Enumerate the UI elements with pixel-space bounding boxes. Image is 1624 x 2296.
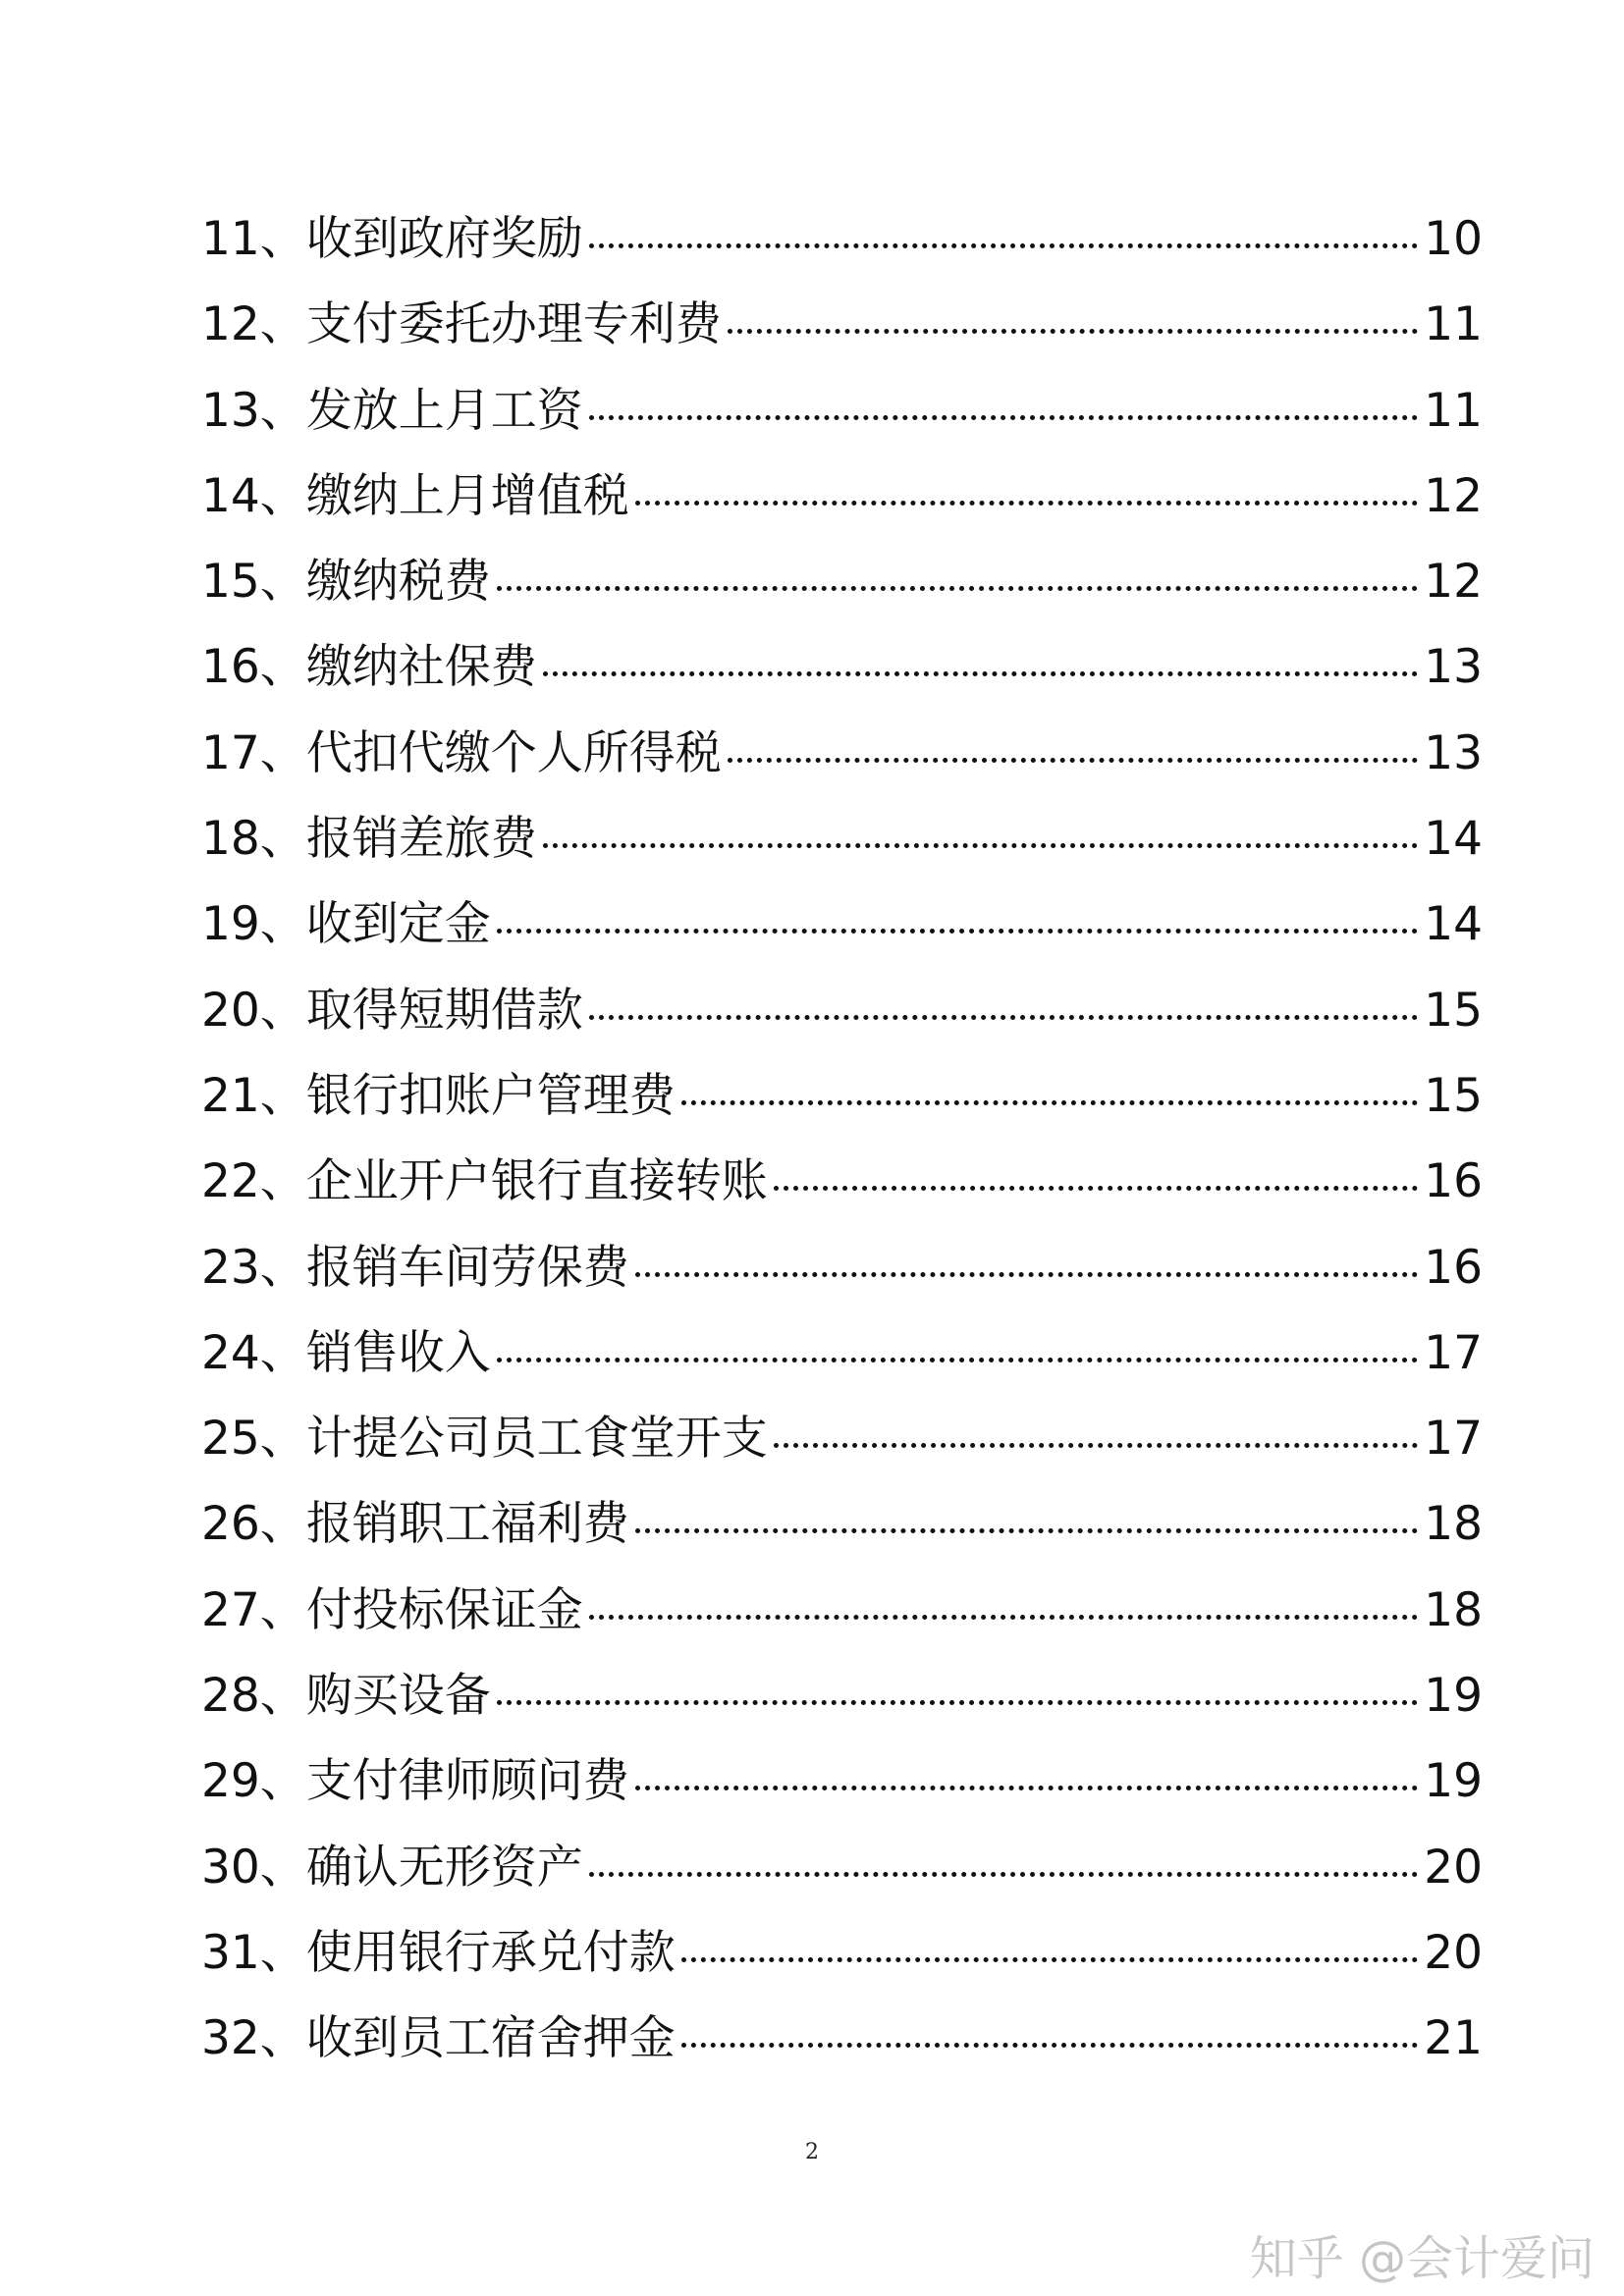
toc-entry-title: 购买设备 <box>305 1669 491 1724</box>
toc-entry-number: 15、 <box>201 555 306 610</box>
toc-entry-title: 缴纳税费 <box>305 555 491 610</box>
toc-entry-page: 15 <box>1424 983 1483 1038</box>
toc-entry-title: 支付委托办理专利费 <box>305 297 722 352</box>
toc-entry-page: 15 <box>1424 1068 1483 1123</box>
toc-entry-number: 32、 <box>201 2011 306 2066</box>
toc-entry[interactable] <box>201 1310 1483 1396</box>
toc-entry-number: 26、 <box>201 1497 306 1552</box>
toc-dot-leader <box>774 1186 1418 1191</box>
table-of-contents <box>201 196 1483 2082</box>
toc-dot-leader <box>681 1957 1418 1962</box>
toc-entry[interactable] <box>201 624 1483 710</box>
toc-dot-leader <box>589 415 1418 420</box>
toc-entry-title: 销售收入 <box>305 1325 491 1380</box>
toc-entry[interactable] <box>201 711 1483 796</box>
toc-entry-number: 24、 <box>201 1325 306 1380</box>
toc-dot-leader <box>589 1615 1418 1620</box>
toc-dot-leader <box>681 1100 1418 1105</box>
page-number: 2 <box>805 2140 819 2164</box>
toc-entry-page: 18 <box>1424 1582 1483 1637</box>
toc-entry-title: 收到政府奖励 <box>305 212 583 266</box>
toc-entry-number: 17、 <box>201 725 306 780</box>
toc-entry[interactable] <box>201 1825 1483 1910</box>
toc-entry-number: 16、 <box>201 640 306 695</box>
toc-entry-title: 缴纳社保费 <box>305 640 537 695</box>
toc-dot-leader <box>728 329 1418 334</box>
toc-entry-page: 20 <box>1424 1925 1483 1980</box>
toc-entry-number: 21、 <box>201 1068 306 1123</box>
toc-entry-page: 18 <box>1424 1497 1483 1552</box>
toc-entry[interactable] <box>201 282 1483 367</box>
toc-entry-page: 16 <box>1424 1154 1483 1209</box>
toc-entry[interactable] <box>201 1910 1483 1996</box>
toc-entry[interactable] <box>201 368 1483 454</box>
toc-dot-leader <box>497 1358 1418 1362</box>
toc-entry[interactable] <box>201 1653 1483 1738</box>
toc-entry-page: 10 <box>1424 212 1483 266</box>
toc-entry-title: 收到员工宿舍押金 <box>305 2011 676 2066</box>
toc-entry-title: 报销车间劳保费 <box>305 1240 629 1295</box>
toc-dot-leader <box>497 929 1418 934</box>
toc-dot-leader <box>589 1872 1418 1877</box>
toc-entry-page: 20 <box>1424 1840 1483 1895</box>
toc-dot-leader <box>635 501 1418 506</box>
toc-entry-page: 17 <box>1424 1412 1483 1467</box>
toc-entry-number: 22、 <box>201 1154 306 1209</box>
toc-entry[interactable] <box>201 1738 1483 1824</box>
toc-entry-number: 31、 <box>201 1925 306 1980</box>
toc-entry-page: 12 <box>1424 468 1483 523</box>
toc-entry-number: 29、 <box>201 1754 306 1809</box>
toc-dot-leader <box>681 2043 1418 2048</box>
toc-entry-title: 取得短期借款 <box>305 983 583 1038</box>
toc-entry-page: 16 <box>1424 1240 1483 1295</box>
toc-entry-number: 23、 <box>201 1240 306 1295</box>
toc-entry[interactable] <box>201 1481 1483 1567</box>
toc-entry-number: 25、 <box>201 1412 306 1467</box>
toc-entry[interactable] <box>201 1568 1483 1653</box>
toc-dot-leader <box>728 758 1418 763</box>
toc-entry-title: 支付律师顾问费 <box>305 1754 629 1809</box>
toc-entry-page: 11 <box>1424 383 1483 438</box>
toc-entry[interactable] <box>201 1225 1483 1310</box>
toc-entry-number: 11、 <box>201 212 306 266</box>
toc-entry-number: 18、 <box>201 812 306 867</box>
toc-dot-leader <box>635 1528 1418 1533</box>
toc-entry-number: 20、 <box>201 983 306 1038</box>
toc-entry-number: 12、 <box>201 297 306 352</box>
toc-entry-title: 计提公司员工食堂开支 <box>305 1412 768 1467</box>
toc-entry-page: 19 <box>1424 1669 1483 1724</box>
toc-dot-leader <box>774 1443 1418 1448</box>
toc-entry-title: 银行扣账户管理费 <box>305 1068 676 1123</box>
toc-entry-number: 30、 <box>201 1840 306 1895</box>
toc-entry-number: 28、 <box>201 1669 306 1724</box>
toc-entry-title: 使用银行承兑付款 <box>305 1925 676 1980</box>
toc-entry-title: 付投标保证金 <box>305 1582 583 1637</box>
toc-entry-page: 13 <box>1424 640 1483 695</box>
toc-dot-leader <box>497 1700 1418 1705</box>
toc-entry-page: 21 <box>1424 2011 1483 2066</box>
toc-entry-page: 12 <box>1424 555 1483 610</box>
toc-entry[interactable] <box>201 968 1483 1053</box>
toc-entry[interactable] <box>201 1053 1483 1139</box>
toc-dot-leader <box>589 243 1418 248</box>
toc-entry-title: 企业开户银行直接转账 <box>305 1154 768 1209</box>
toc-entry-page: 19 <box>1424 1754 1483 1809</box>
toc-entry[interactable] <box>201 1996 1483 2081</box>
toc-entry[interactable] <box>201 881 1483 967</box>
toc-entry-title: 确认无形资产 <box>305 1840 583 1895</box>
toc-entry-page: 11 <box>1424 297 1483 352</box>
toc-entry[interactable] <box>201 196 1483 282</box>
toc-entry-page: 13 <box>1424 725 1483 780</box>
toc-entry-title: 代扣代缴个人所得税 <box>305 725 722 780</box>
toc-entry[interactable] <box>201 1139 1483 1224</box>
toc-dot-leader <box>589 1015 1418 1020</box>
toc-entry[interactable] <box>201 1396 1483 1481</box>
toc-dot-leader <box>543 843 1418 848</box>
toc-entry-page: 17 <box>1424 1325 1483 1380</box>
toc-dot-leader <box>497 586 1418 591</box>
toc-entry-number: 14、 <box>201 468 306 523</box>
toc-entry-page: 14 <box>1424 897 1483 952</box>
toc-entry-number: 19、 <box>201 897 306 952</box>
toc-entry-title: 收到定金 <box>305 897 491 952</box>
toc-dot-leader <box>635 1272 1418 1277</box>
toc-entry-title: 报销差旅费 <box>305 812 537 867</box>
toc-entry-title: 报销职工福利费 <box>305 1497 629 1552</box>
watermark: 知乎 @会计爱问 <box>1249 2231 1595 2286</box>
toc-entry-page: 14 <box>1424 812 1483 867</box>
toc-entry[interactable] <box>201 539 1483 624</box>
toc-entry-number: 13、 <box>201 383 306 438</box>
toc-entry-number: 27、 <box>201 1582 306 1637</box>
toc-entry[interactable] <box>201 454 1483 539</box>
toc-entry-title: 缴纳上月增值税 <box>305 468 629 523</box>
toc-dot-leader <box>543 671 1418 676</box>
toc-entry[interactable] <box>201 796 1483 881</box>
toc-entry-title: 发放上月工资 <box>305 383 583 438</box>
toc-dot-leader <box>635 1786 1418 1790</box>
